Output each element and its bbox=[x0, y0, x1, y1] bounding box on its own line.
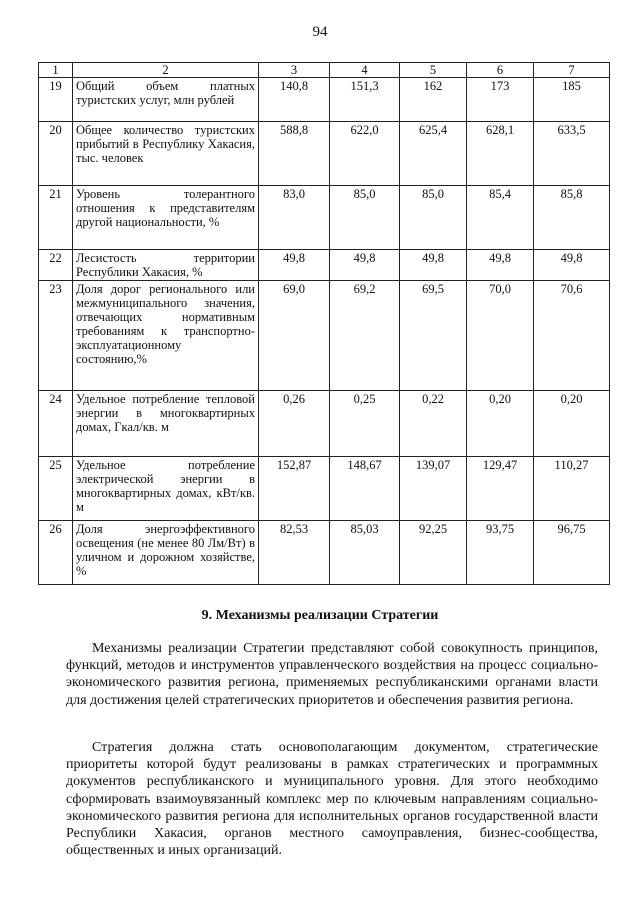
column-header: 3 bbox=[259, 63, 330, 78]
table-cell: 49,8 bbox=[467, 250, 534, 281]
table-cell: 69,2 bbox=[330, 281, 400, 391]
row-number: 20 bbox=[39, 122, 73, 186]
table-cell: 140,8 bbox=[259, 78, 330, 122]
table-cell: 0,22 bbox=[400, 391, 467, 457]
indicator-name: Удельное потребление тепловой энергии в многоквартирных домах, Гкал/кв. м bbox=[73, 391, 259, 457]
indicator-name: Удельное потребление электрической энергии в многоквартирных домах, кВт/кв. м bbox=[73, 457, 259, 521]
table-cell: 628,1 bbox=[467, 122, 534, 186]
table-cell: 85,0 bbox=[400, 186, 467, 250]
table-cell: 129,47 bbox=[467, 457, 534, 521]
table-cell: 85,4 bbox=[467, 186, 534, 250]
row-number: 22 bbox=[39, 250, 73, 281]
table-row bbox=[39, 250, 610, 281]
indicator-name: Лесистость территории Республики Хакасия, % bbox=[73, 250, 259, 281]
row-number: 19 bbox=[39, 78, 73, 122]
column-header: 4 bbox=[330, 63, 400, 78]
table-cell: 148,67 bbox=[330, 457, 400, 521]
table-row bbox=[39, 122, 610, 186]
row-number: 24 bbox=[39, 391, 73, 457]
table-cell: 93,75 bbox=[467, 521, 534, 585]
table-cell: 0,20 bbox=[534, 391, 610, 457]
column-header: 5 bbox=[400, 63, 467, 78]
indicator-name: Доля энергоэффективного освещения (не менее 80 Лм/Вт) в уличном и дорожном хозяйстве, % bbox=[73, 521, 259, 585]
table-row bbox=[39, 391, 610, 457]
table-row bbox=[39, 457, 610, 521]
table-cell: 69,5 bbox=[400, 281, 467, 391]
column-header: 7 bbox=[534, 63, 610, 78]
table-cell: 49,8 bbox=[534, 250, 610, 281]
table-row bbox=[39, 281, 610, 391]
table-cell: 152,87 bbox=[259, 457, 330, 521]
table-cell: 110,27 bbox=[534, 457, 610, 521]
table-cell: 92,25 bbox=[400, 521, 467, 585]
indicator-name: Уровень толерантного отношения к представителям другой национальности, % bbox=[73, 186, 259, 250]
table-cell: 85,0 bbox=[330, 186, 400, 250]
indicators-table bbox=[38, 62, 610, 585]
table-cell: 85,8 bbox=[534, 186, 610, 250]
table-cell: 69,0 bbox=[259, 281, 330, 391]
section-title: 9. Механизмы реализации Стратегии bbox=[201, 608, 439, 623]
table-cell: 151,3 bbox=[330, 78, 400, 122]
table-cell: 625,4 bbox=[400, 122, 467, 186]
indicator-name: Доля дорог регионального или межмуниципального значения, отвечающих нормативным требованиям к транспортно-эксплуатационному состоянию,% bbox=[73, 281, 259, 391]
indicator-name: Общий объем платных туристских услуг, млн рублей bbox=[73, 78, 259, 122]
column-header: 6 bbox=[467, 63, 534, 78]
table-cell: 70,6 bbox=[534, 281, 610, 391]
table-row bbox=[39, 186, 610, 250]
table-cell: 0,25 bbox=[330, 391, 400, 457]
page-number: 94 bbox=[312, 24, 328, 40]
column-header: 2 bbox=[73, 63, 259, 78]
table-cell: 49,8 bbox=[400, 250, 467, 281]
table-cell: 622,0 bbox=[330, 122, 400, 186]
table-header-row bbox=[39, 63, 610, 78]
column-header: 1 bbox=[39, 63, 73, 78]
table-cell: 82,53 bbox=[259, 521, 330, 585]
table-cell: 633,5 bbox=[534, 122, 610, 186]
table-cell: 173 bbox=[467, 78, 534, 122]
table-cell: 70,0 bbox=[467, 281, 534, 391]
body-paragraph: Механизмы реализации Стратегии представляют собой совокупность принципов, функций, методов и инструментов управленческого воздействия на процесс социально-экономического развития региона, применяемых республиканскими органами власти для достижения целей стратегических приоритетов и обеспечения развития региона. bbox=[66, 641, 598, 708]
table-row bbox=[39, 78, 610, 122]
table-cell: 49,8 bbox=[259, 250, 330, 281]
table-cell: 49,8 bbox=[330, 250, 400, 281]
row-number: 23 bbox=[39, 281, 73, 391]
table-cell: 0,20 bbox=[467, 391, 534, 457]
table-cell: 588,8 bbox=[259, 122, 330, 186]
table-cell: 96,75 bbox=[534, 521, 610, 585]
row-number: 21 bbox=[39, 186, 73, 250]
table-cell: 139,07 bbox=[400, 457, 467, 521]
table-cell: 185 bbox=[534, 78, 610, 122]
body-paragraph: Стратегия должна стать основополагающим документом, стратегические приоритеты которой будут реализованы в рамках стратегических и программных документов республиканского и муниципального уровня. Для этого необходимо сформировать взаимоувязанный комплекс мер по ключевым направлениям социально-экономического развития региона для исполнительных органов государственной власти Республики Хакасия, органов местного самоуправления, бизнес-сообщества, общественных и иных организаций. bbox=[66, 740, 598, 859]
table-cell: 162 bbox=[400, 78, 467, 122]
table-cell: 85,03 bbox=[330, 521, 400, 585]
row-number: 26 bbox=[39, 521, 73, 585]
table-cell: 83,0 bbox=[259, 186, 330, 250]
indicator-name: Общее количество туристских прибытий в Республику Хакасия, тыс. человек bbox=[73, 122, 259, 186]
row-number: 25 bbox=[39, 457, 73, 521]
table-row bbox=[39, 521, 610, 585]
table-cell: 0,26 bbox=[259, 391, 330, 457]
